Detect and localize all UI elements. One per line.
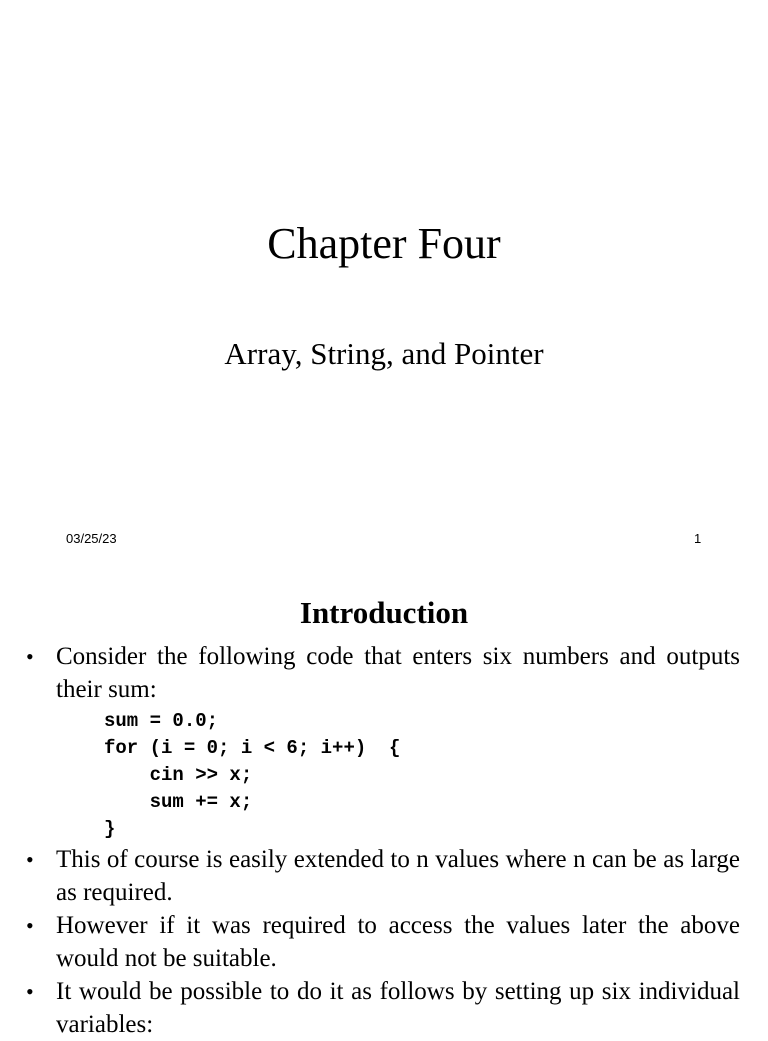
- bullet-list: [24, 640, 740, 1041]
- slide-subtitle: Array, String, and Pointer: [224, 336, 544, 371]
- bullet-item: [24, 640, 740, 843]
- bullet-text: Consider the following code that enters six numbers and outputs their sum:: [56, 643, 740, 703]
- slide-heading: Introduction: [299, 595, 469, 630]
- introduction-slide: [0, 576, 768, 1038]
- page-number: 1: [694, 531, 702, 546]
- code-line: cin >> x;: [104, 764, 253, 786]
- footer-date: 03/25/23: [66, 531, 117, 546]
- bullet-icon: •: [26, 847, 34, 872]
- code-block: [104, 708, 740, 843]
- bullet-icon: •: [26, 979, 34, 1004]
- bullet-icon: •: [26, 913, 34, 938]
- bullet-item: [24, 975, 740, 1041]
- code-line: sum += x;: [104, 791, 253, 813]
- bullet-item: [24, 909, 740, 975]
- slide-title: Chapter Four: [267, 219, 501, 268]
- bullet-text: However if it was required to access the values later the above would not be suitable.: [56, 912, 740, 972]
- code-line: for (i = 0; i < 6; i++) {: [104, 737, 401, 759]
- bullet-item: [24, 843, 740, 909]
- bullet-text: It would be possible to do it as follows by setting up six individual variables:: [56, 978, 740, 1038]
- bullet-icon: •: [26, 644, 34, 669]
- code-line: }: [104, 818, 116, 840]
- bullet-text: This of course is easily extended to n values where n can be as large as required.: [56, 846, 740, 906]
- code-line: sum = 0.0;: [104, 710, 219, 732]
